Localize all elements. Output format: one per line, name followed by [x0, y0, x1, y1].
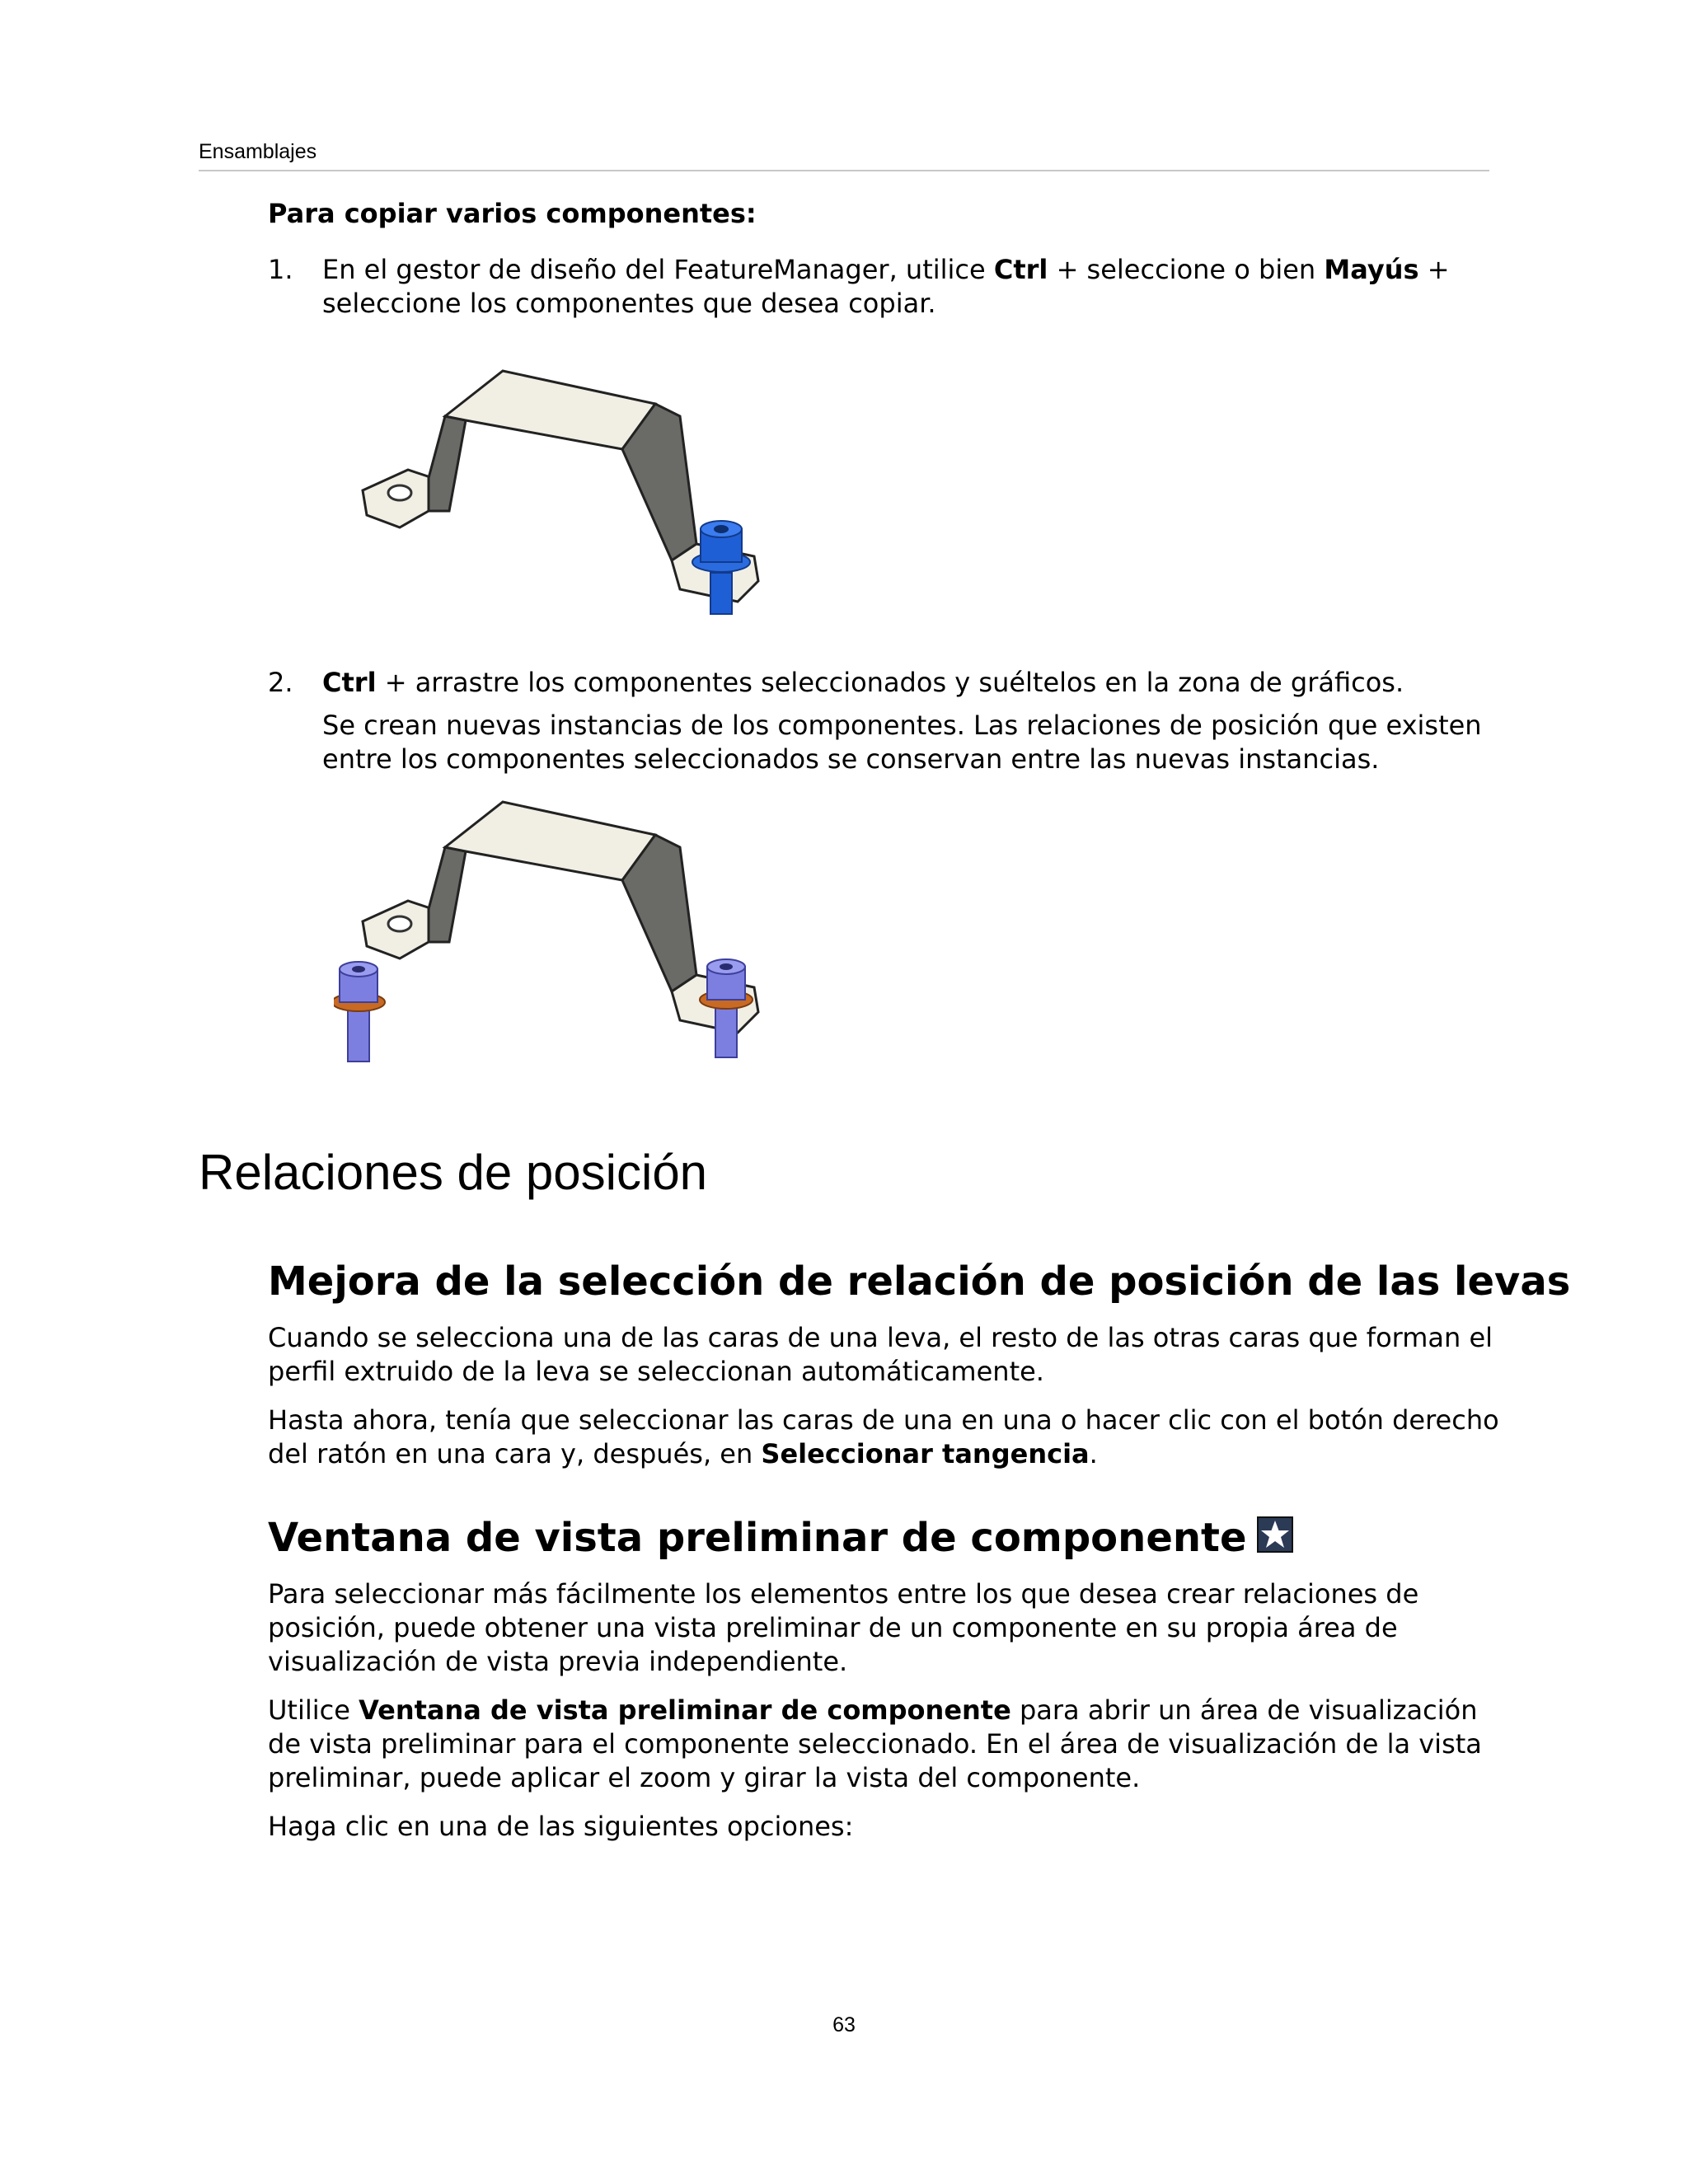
- paragraph: Hasta ahora, tenía que seleccionar las caras de una en una o hacer clic con el botón derecho del ratón en una cara y, después, en Seleccionar tangencia.: [268, 1404, 1499, 1469]
- paragraph: Utilice Ventana de vista preliminar de componente para abrir un área de visualización de vista preliminar para el componente seleccionado. En el área de visualización de la vista preliminar, puede aplicar el zoom y girar la vista del componente.: [268, 1694, 1482, 1793]
- header-divider: [199, 170, 1489, 171]
- star-icon: [1257, 1516, 1293, 1553]
- running-header: Ensamblajes: [199, 140, 317, 163]
- step-text: Ctrl + arrastre los componentes seleccionados y suéltelos en la zona de gráficos.: [322, 667, 1404, 698]
- subsection-title-cam: Mejora de la selección de relación de posición de las levas: [268, 1258, 1571, 1305]
- page-number: 63: [832, 2013, 856, 2036]
- procedure-title: Para copiar varios componentes:: [268, 198, 757, 229]
- paragraph: Cuando se selecciona una de las caras de una leva, el resto de las otras caras que forman el perfil extruido de la leva se seleccionan automáticamente.: [268, 1322, 1493, 1387]
- step-number: 2.: [268, 667, 293, 698]
- step-number: 1.: [268, 254, 293, 285]
- bracket-figure-selected: [350, 354, 767, 630]
- screw-selected: [692, 521, 750, 614]
- step-2-result: Se crean nuevas instancias de los componentes. Las relaciones de posición que existen entre los componentes seleccionados se conservan entre las nuevas instancias.: [322, 710, 1482, 775]
- paragraph: Para seleccionar más fácilmente los elementos entre los que desea crear relaciones de posición, puede obtener una vista preliminar de un componente en su propia área de visualización de vista previa independiente.: [268, 1578, 1419, 1677]
- paragraph: Haga clic en una de las siguientes opciones:: [268, 1811, 854, 1842]
- screw-copy: [334, 962, 385, 1062]
- bracket-figure-copied: [334, 798, 779, 1074]
- section-title: Relaciones de posición: [199, 1145, 708, 1200]
- step-text: En el gestor de diseño del FeatureManager, utilice Ctrl + seleccione o bien Mayús + seleccione los componentes que desea copiar.: [322, 254, 1450, 319]
- bracket-shape: [363, 802, 758, 1033]
- subsection-title-preview: Ventana de vista preliminar de componente: [268, 1515, 1293, 1561]
